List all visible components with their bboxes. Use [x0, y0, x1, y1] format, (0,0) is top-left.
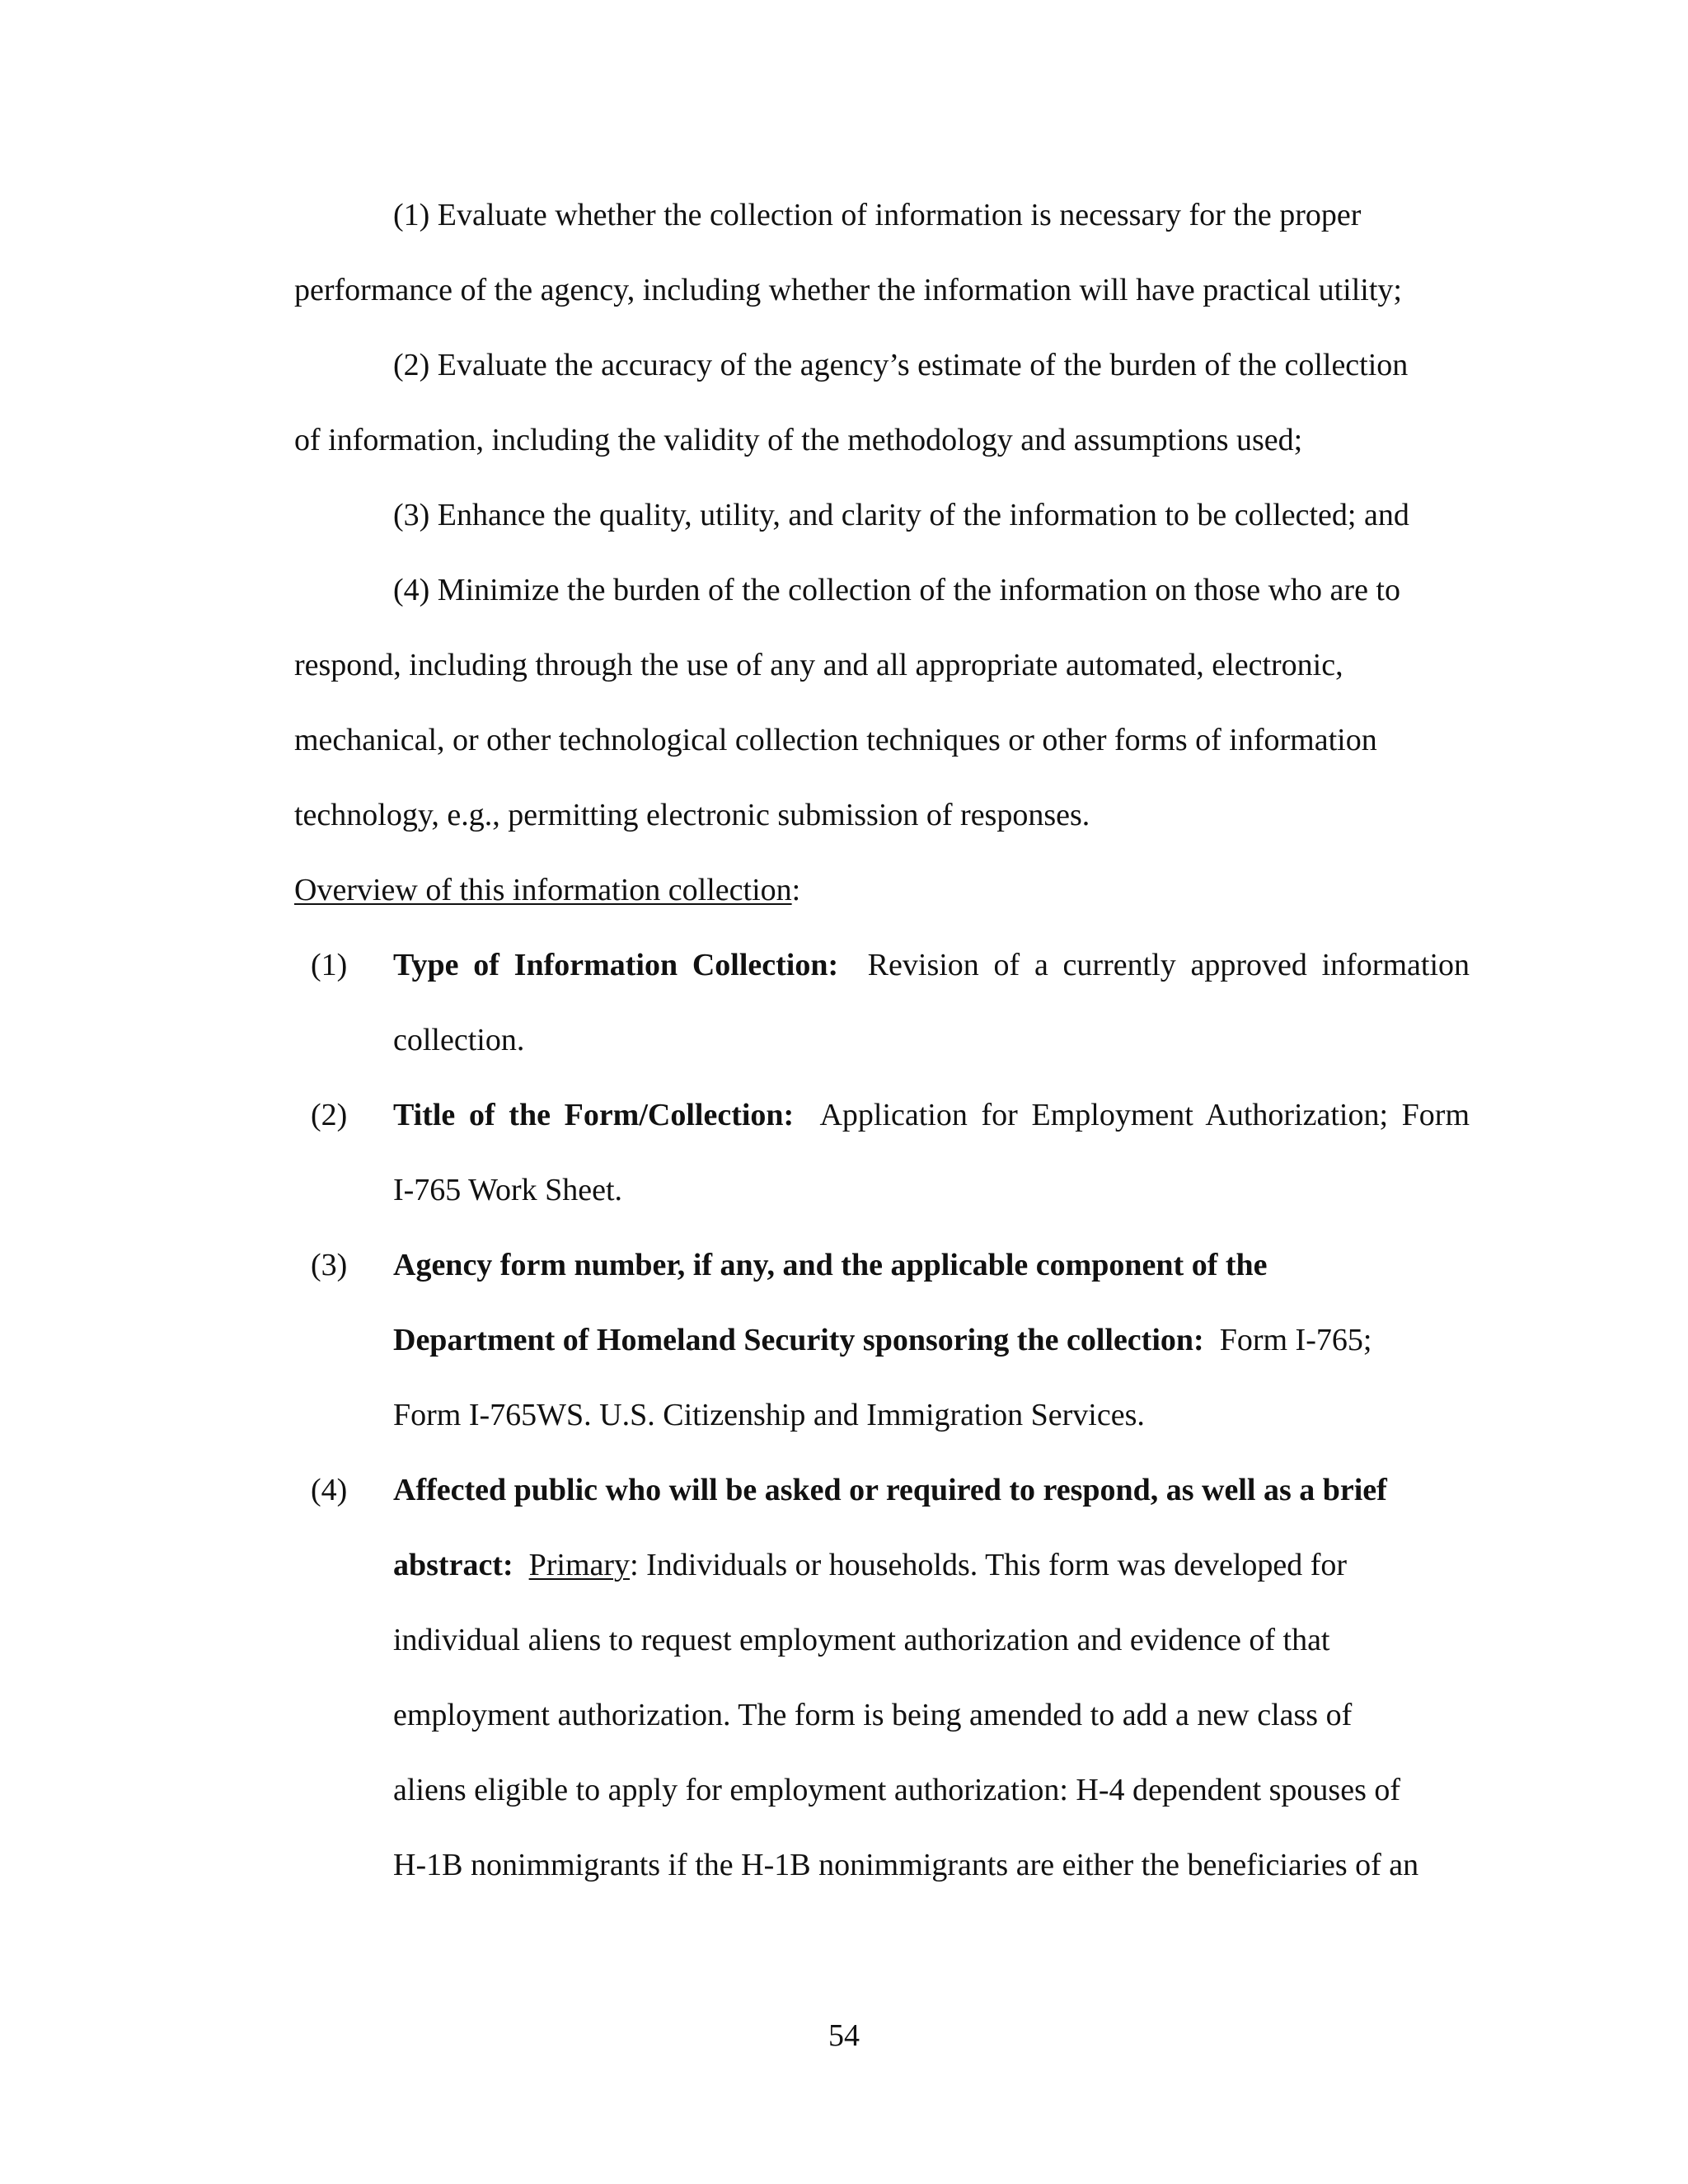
overview-heading-colon: : — [791, 873, 801, 907]
item-2-line-1-text: Application for Employment Authorization; Form — [819, 1098, 1470, 1132]
paragraph-2-line-1: (2) Evaluate the accuracy of the agency’s estimate of the burden of the collection — [393, 348, 1409, 382]
item-3-label-line-2: Department of Homeland Security sponsoring the collection: — [393, 1323, 1204, 1357]
item-3-line-1 — [393, 1246, 1268, 1284]
overview-heading — [294, 871, 800, 909]
paragraph-3-line-1: (3) Enhance the quality, utility, and clarity of the information to be collected; and — [393, 498, 1409, 532]
item-2-label: Title of the Form/Collection: — [393, 1098, 795, 1132]
item-4-line-2 — [393, 1546, 1347, 1584]
item-4-line-2-text: : Individuals or households. This form was developed for — [630, 1548, 1348, 1582]
item-4-line-1 — [393, 1471, 1387, 1509]
overview-heading-text: Overview of this information collection — [294, 873, 792, 907]
paragraph-1-line-1: (1) Evaluate whether the collection of information is necessary for the proper — [393, 198, 1362, 232]
paragraph-4-line-3: mechanical, or other technological collection techniques or other forms of information — [294, 723, 1377, 757]
item-4-line-3: individual aliens to request employment authorization and evidence of that — [393, 1623, 1330, 1657]
item-2-line-2: I-765 Work Sheet. — [393, 1173, 623, 1207]
item-1-label: Type of Information Collection: — [393, 948, 839, 982]
item-3-line-2 — [393, 1321, 1372, 1359]
paragraph-4-line-2: respond, including through the use of any and all appropriate automated, electronic, — [294, 648, 1343, 682]
item-4-label-line-2: abstract: — [393, 1548, 513, 1582]
item-4-label-line-1: Affected public who will be asked or required to respond, as well as a brief — [393, 1473, 1387, 1507]
item-2-number: (2) — [311, 1098, 348, 1132]
item-1-line-1-text: Revision of a currently approved information — [867, 948, 1470, 982]
paragraph-4-line-1: (4) Minimize the burden of the collection of the information on those who are to — [393, 573, 1400, 607]
item-3-line-3: Form I-765WS. U.S. Citizenship and Immigration Services. — [393, 1398, 1145, 1432]
item-3-number: (3) — [311, 1248, 348, 1282]
item-4-line-6: H-1B nonimmigrants if the H-1B nonimmigrants are either the beneficiaries of an — [393, 1848, 1419, 1882]
page-number: 54 — [828, 2018, 860, 2053]
item-4-number: (4) — [311, 1473, 348, 1507]
item-4-line-5: aliens eligible to apply for employment authorization: H-4 dependent spouses of — [393, 1773, 1401, 1807]
item-1-line-2: collection. — [393, 1023, 525, 1057]
item-4-primary: Primary — [528, 1548, 631, 1582]
item-3-label-line-1: Agency form number, if any, and the applicable component of the — [393, 1248, 1268, 1282]
item-2-line-1 — [393, 1096, 1470, 1134]
paragraph-1-line-2: performance of the agency, including whether the information will have practical utility; — [294, 273, 1402, 307]
item-1-number: (1) — [311, 948, 348, 982]
item-3-line-2-text: Form I-765; — [1219, 1323, 1372, 1357]
paragraph-2-line-2: of information, including the validity of the methodology and assumptions used; — [294, 423, 1303, 457]
item-4-line-4: employment authorization. The form is being amended to add a new class of — [393, 1698, 1353, 1732]
paragraph-4-line-4: technology, e.g., permitting electronic submission of responses. — [294, 798, 1090, 832]
item-1-line-1 — [393, 946, 1470, 984]
